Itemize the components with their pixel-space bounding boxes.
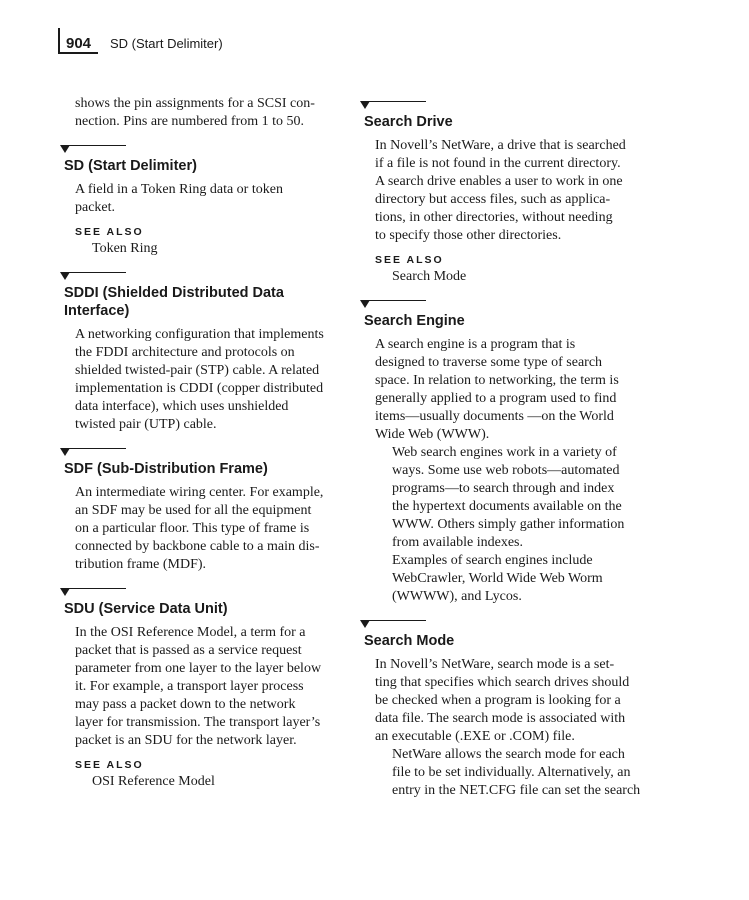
entry-paragraph — [60, 181, 342, 217]
entry-rule — [62, 272, 126, 273]
text-line: In the OSI Reference Model, a term for a — [75, 625, 306, 640]
text-line: data file. The search mode is associated with — [375, 711, 626, 726]
text-line: Wide Web (WWW). — [375, 427, 490, 442]
entry-rule — [362, 300, 426, 301]
entry-title-sdf-sub-distribution-frame — [64, 460, 342, 478]
entry-marker — [60, 272, 342, 280]
entry-rule — [362, 101, 426, 102]
entry-title-sddi-shielded-distributed-data-interface — [64, 284, 342, 320]
entry-marker — [60, 588, 342, 596]
text-line: NetWare allows the search mode for each — [392, 747, 625, 762]
triangle-bullet-icon — [60, 588, 70, 596]
text-line: the hypertext documents available on the — [392, 499, 622, 514]
running-title: SD (Start Delimiter) — [110, 36, 223, 51]
text-line: tions, in other directories, without needing — [375, 210, 613, 225]
text-line: ways. Some use web robots—automated — [392, 463, 620, 478]
text-line: Web search engines work in a variety of — [392, 445, 617, 460]
text-line: it. For example, a transport layer process — [75, 679, 304, 694]
entry-paragraph — [360, 137, 644, 245]
text-line: In Novell’s NetWare, search mode is a set- — [375, 657, 615, 672]
text-line: entry in the NET.CFG file can set the search — [392, 783, 641, 798]
text-line: an executable (.EXE or .COM) file. — [375, 729, 575, 744]
entry-title-line: SDU (Service Data Unit) — [64, 601, 228, 617]
text-line: A field in a Token Ring data or token — [75, 182, 283, 197]
left-column — [60, 95, 342, 791]
entry-paragraph — [60, 484, 342, 574]
entry-rule — [62, 588, 126, 589]
triangle-bullet-icon — [60, 448, 70, 456]
text-line: tribution frame (MDF). — [75, 557, 207, 572]
header-rule-vertical — [58, 28, 60, 54]
entry-title-line: SDF (Sub-Distribution Frame) — [64, 461, 268, 477]
see-also-link[interactable]: Search Mode — [392, 269, 467, 284]
entry-marker — [360, 620, 644, 628]
triangle-bullet-icon — [360, 300, 370, 308]
text-line: WWW. Others simply gather information — [392, 517, 625, 532]
right-column — [360, 95, 644, 800]
text-line: packet that is passed as a service request — [75, 643, 302, 658]
text-line: layer for transmission. The transport layer’s — [75, 715, 321, 730]
entry-marker — [360, 101, 644, 109]
text-line: programs—to search through and index — [392, 481, 615, 496]
entry-paragraph — [360, 336, 644, 444]
entry-paragraph — [360, 444, 644, 552]
text-line: items—usually documents —on the World — [375, 409, 614, 424]
text-line: shielded twisted-pair (STP) cable. A related — [75, 363, 320, 378]
text-line: WebCrawler, World Wide Web Worm — [392, 571, 603, 586]
text-line: A search engine is a program that is — [375, 337, 576, 352]
text-line: An intermediate wiring center. For example, — [75, 485, 324, 500]
text-line: if a file is not found in the current directory. — [375, 156, 621, 171]
entry-title-line: SDDI (Shielded Distributed Data — [64, 285, 284, 301]
text-line: In Novell’s NetWare, a drive that is searched — [375, 138, 626, 153]
entry-rule — [62, 448, 126, 449]
entry-paragraph — [360, 552, 644, 606]
entry-title-sd-start-delimiter — [64, 157, 342, 175]
see-also-label: SEE ALSO — [75, 226, 144, 238]
text-line: the FDDI architecture and protocols on — [75, 345, 295, 360]
text-line: nection. Pins are numbered from 1 to 50. — [75, 114, 305, 129]
entry-title-search-drive — [364, 113, 644, 131]
text-line: twisted pair (UTP) cable. — [75, 417, 217, 432]
entry-title-search-engine — [364, 312, 644, 330]
triangle-bullet-icon — [60, 145, 70, 153]
entry-title-line: SD (Start Delimiter) — [64, 158, 197, 174]
text-line: be checked when a program is looking for a — [375, 693, 621, 708]
text-line: A networking configuration that implements — [75, 327, 324, 342]
text-line: designed to traverse some type of search — [375, 355, 603, 370]
text-line: data interface), which uses unshielded — [75, 399, 289, 414]
see-also-link[interactable]: Token Ring — [92, 241, 158, 256]
text-line: to specify those other directories. — [375, 228, 562, 243]
text-line: implementation is CDDI (copper distributed — [75, 381, 324, 396]
text-line: space. In relation to networking, the term is — [375, 373, 619, 388]
text-line: generally applied to a program used to find — [375, 391, 617, 406]
text-line: packet. — [75, 200, 116, 215]
text-line: file to be set individually. Alternatively, an — [392, 765, 631, 780]
entry-title-line: Interface) — [64, 303, 130, 319]
entry-paragraph — [60, 326, 342, 434]
header-rule-horizontal — [58, 52, 98, 54]
text-line: connected by backbone cable to a main dis- — [75, 539, 320, 554]
text-line: (WWWW), and Lycos. — [392, 589, 522, 604]
intro-paragraph — [60, 95, 342, 131]
entry-paragraph — [360, 656, 644, 746]
entry-marker — [360, 300, 644, 308]
entry-title-line: Search Drive — [364, 114, 453, 130]
entry-title-sdu-service-data-unit — [64, 600, 342, 618]
text-line: shows the pin assignments for a SCSI con- — [75, 96, 315, 111]
entry-marker — [60, 448, 342, 456]
text-line: A search drive enables a user to work in one — [375, 174, 623, 189]
see-also-label: SEE ALSO — [75, 759, 144, 771]
text-line: on a particular floor. This type of frame is — [75, 521, 310, 536]
page-number: 904 — [66, 35, 92, 52]
entry-title-line: Search Mode — [364, 633, 455, 649]
triangle-bullet-icon — [360, 101, 370, 109]
see-also-link[interactable]: OSI Reference Model — [92, 774, 215, 789]
see-also-label: SEE ALSO — [375, 254, 444, 266]
text-line: an SDF may be used for all the equipment — [75, 503, 312, 518]
entry-paragraph — [360, 746, 644, 800]
entry-marker — [60, 145, 342, 153]
entry-paragraph — [60, 624, 342, 750]
text-line: packet is an SDU for the network layer. — [75, 733, 297, 748]
text-line: Examples of search engines include — [392, 553, 593, 568]
triangle-bullet-icon — [360, 620, 370, 628]
text-line: may pass a packet down to the network — [75, 697, 296, 712]
text-line: ting that specifies which search drives should — [375, 675, 630, 690]
entry-title-line: Search Engine — [364, 313, 465, 329]
text-line: from available indexes. — [392, 535, 524, 550]
text-line: parameter from one layer to the layer below — [75, 661, 322, 676]
entry-rule — [62, 145, 126, 146]
text-line: directory but access files, such as applica- — [375, 192, 611, 207]
entry-title-search-mode — [364, 632, 644, 650]
triangle-bullet-icon — [60, 272, 70, 280]
entry-rule — [362, 620, 426, 621]
